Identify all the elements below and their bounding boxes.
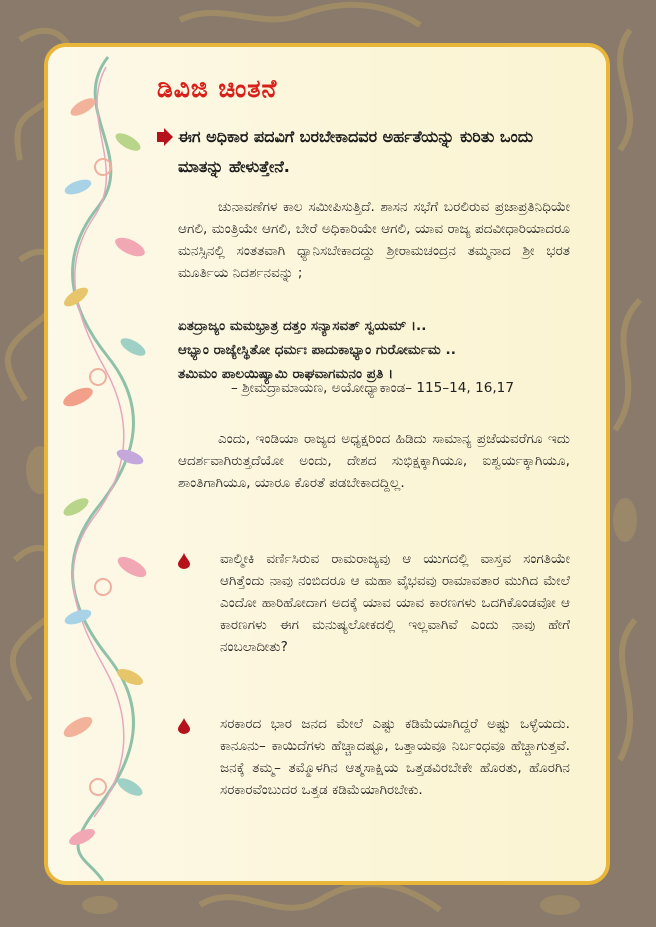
paragraph-4: ಸರಕಾರದ ಭಾರ ಜನದ ಮೇಲೆ ಎಷ್ಟು ಕಡಿಮೆಯಾಗಿದ್ದರೆ ಅಷ್ಟು ಒಳ್ಳೆಯದು. ಕಾನೂನು– ಕಾಯಿದೆಗಳು ಹೆಚ್ಚಾದಷ್ಟೂ, ಒತ್ತಾಯವೂ ನಿರ್ಬಂಧವೂ ಹೆಚ್ಚಾಗುತ್ತವೆ. ಜನಕ್ಕೆ ತಮ್ಮ– ತಮ್ಮೊಳಗಿನ ಆತ್ಮಸಾಕ್ಷಿಯ ಒತ್ತಡವಿರಬೇಕೇ ಹೊರತು, ಹೊರಗಿನ ಸರಕಾರವೆಂಬುದರ ಒತ್ತಡ ಕಡಿಮೆಯಾಗಿರಬೇಕು. bbox=[220, 716, 570, 798]
paragraph-2: ಎಂದು, ಇಂಡಿಯಾ ರಾಜ್ಯದ ಅಧ್ಯಕ್ಷರಿಂದ ಹಿಡಿದು ಸಾಮಾನ್ಯ ಪ್ರಜೆಯವರೆಗೂ ಇದು ಆದರ್ಶವಾಗಿರುತ್ತದೆಯೋ ಅಂದು, ದೇಶದ ಸುಭಿಕ್ಷಕ್ಕಾಗಿಯೂ, ಐಶ್ವರ್ಯಕ್ಕಾಗಿಯೂ, ಶಾಂತಿಗಾಗಿಯೂ, ಯಾರೂ ಕೊರತೆ ಪಡಬೇಕಾದದ್ದಿಲ್ಲ. bbox=[178, 431, 570, 491]
verse-line: ಏತದ್ರಾಜ್ಯಂ ಮಮಭ್ರಾತ್ರ ದತ್ತಂ ಸನ್ಯಾಸವತ್ ಸ್ವಯಮ್ ।.. bbox=[178, 318, 427, 334]
verse-line: ಆಭ್ಯಾಂ ರಾಜ್ಯೇಸ್ಥಿತೋ ಧರ್ಮಃ ಪಾದುಕಾಭ್ಯಾಂ ಗುರೋರ್ಮಮ .. bbox=[178, 342, 456, 358]
drop-icon bbox=[178, 553, 190, 569]
paragraph-3: ವಾಲ್ಮೀಕಿ ವರ್ಣಿಸಿರುವ ರಾಮರಾಜ್ಯವು ಆ ಯುಗದಲ್ಲಿ ವಾಸ್ತವ ಸಂಗತಿಯೇ ಆಗಿತ್ತೆಂದು ನಾವು ನಂಬಿದರೂ ಆ ಮಹಾ ವೈಭವವು ರಾಮಾವತಾರ ಮುಗಿದ ಮೇಲೆ ಎಂದೋ ಹಾರಿಹೋದಾಗ ಅದಕ್ಕೆ ಯಾವ ಯಾವ ಕಾರಣಗಳು ಒದಗಿಕೊಂಡವೋ ಆ ಕಾರಣಗಳು ಈಗ ಮನುಷ್ಯಲೋಕದಲ್ಲಿ ಇಲ್ಲವಾಗಿವೆ ಎಂದು ನಾವು ಹೇಗೆ ನಂಬಲಾದೀತು? bbox=[220, 551, 570, 655]
arrow-right-icon bbox=[155, 128, 173, 146]
intro-heading: ಈಗ ಅಧಿಕಾರ ಪದವಿಗೆ ಬರಬೇಕಾದವರ ಅರ್ಹತೆಯನ್ನು ಕುರಿತು ಒಂದು ಮಾತನ್ನು ಹೇಳುತ್ತೇನೆ. bbox=[178, 127, 534, 176]
verse-reference: – ಶ್ರೀಮದ್ರಾಮಾಯಣ, ಅಯೋಧ್ಯಾಕಾಂಡ– 115–14, 16,17 bbox=[231, 380, 514, 396]
page-title: ಡಿವಿಜಿ ಚಿಂತನೆ bbox=[157, 74, 278, 103]
verse-line: ತಮಿಮಂ ಪಾಲಯಿಷ್ಯಾಮಿ ರಾಘವಾಗಮನಂ ಪ್ರತಿ । bbox=[178, 366, 394, 382]
sanskrit-verse bbox=[178, 314, 578, 386]
floral-vine-border bbox=[48, 47, 158, 881]
paragraph-1: ಚುನಾವಣೆಗಳ ಕಾಲ ಸಮೀಪಿಸುತ್ತಿದೆ. ಶಾಸನ ಸಭೆಗೆ ಬರಲಿರುವ ಪ್ರಜಾಪ್ರತಿನಿಧಿಯೇ ಆಗಲಿ, ಮಂತ್ರಿಯೇ ಆಗಲಿ, ಬೇರೆ ಅಧಿಕಾರಿಯೇ ಆಗಲಿ, ಯಾವ ರಾಜ್ಯ ಪದವೀಧಾರಿಯಾದರೂ ಮನಸ್ಸಿನಲ್ಲಿ ಸಂತತವಾಗಿ ಧ್ಯಾನಿಸಬೇಕಾದದ್ದು ಶ್ರೀರಾಮಚಂದ್ರನ ತಮ್ಮನಾದ ಶ್ರೀ ಭರತ ಮೂರ್ತಿಯ ನಿದರ್ಶನವನ್ನು ; bbox=[178, 199, 570, 281]
drop-icon bbox=[178, 718, 190, 734]
